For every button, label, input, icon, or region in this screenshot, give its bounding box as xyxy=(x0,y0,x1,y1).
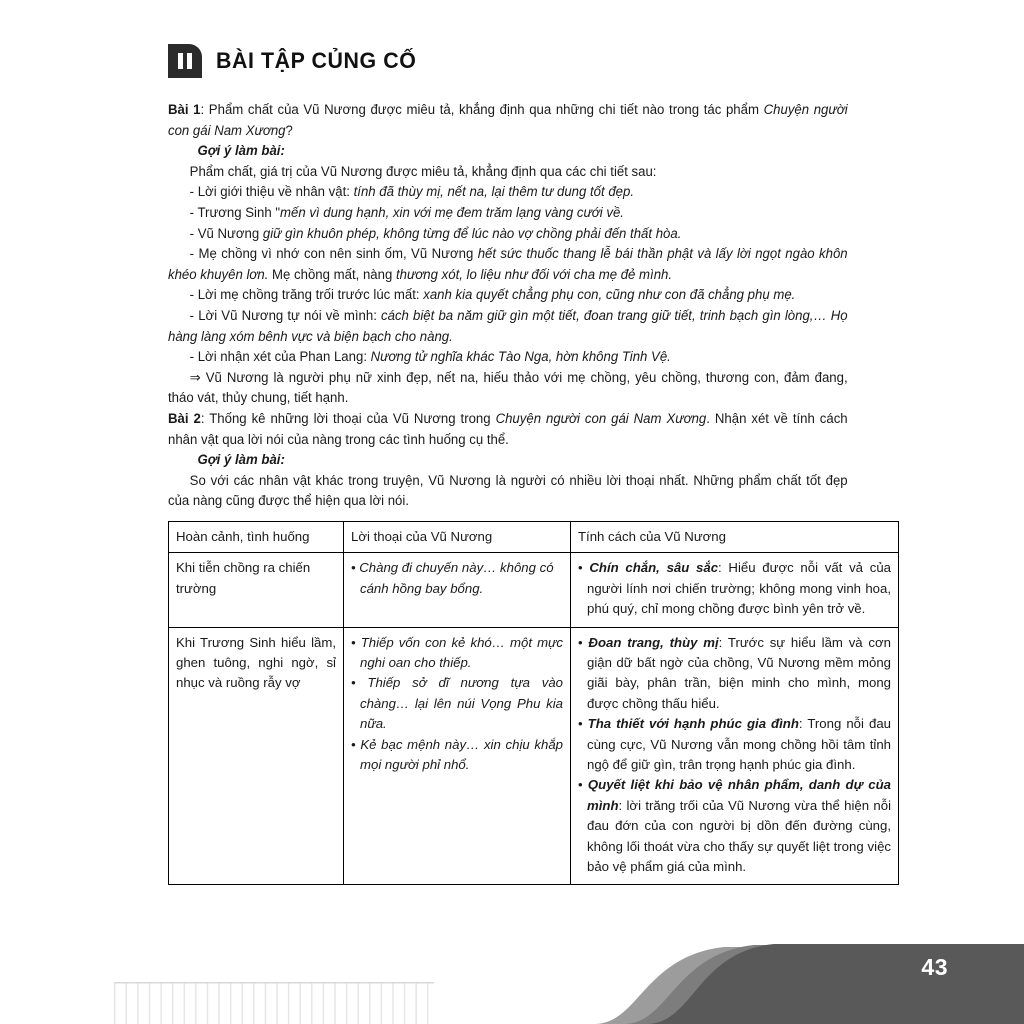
bai2-q-part1: : Thống kê những lời thoại của Vũ Nương trong xyxy=(200,410,496,426)
cell-traits xyxy=(571,553,899,627)
item-plain: - Lời mẹ chồng trăng trối trước lúc mất: xyxy=(189,287,424,303)
item-italic: hết sức thuốc thang lễ bái thần phật và lấy lời ngọt ngào khôn khéo khuyên lơn. xyxy=(168,246,848,282)
bai2-label: Bài 2 xyxy=(168,410,201,426)
trait-desc: : Trong nỗi đau cùng cực, Vũ Nương vẫn mong chồng hồi tâm tỉnh ngộ để giữ gìn, trân trọng hạnh phúc gia đình. xyxy=(587,716,891,772)
bai1-question xyxy=(168,100,848,141)
bai1-intro: Phẩm chất, giá trị của Vũ Nương được miêu tả, khẳng định qua các chi tiết sau: xyxy=(189,163,657,179)
cell-dialogue xyxy=(344,627,571,885)
dialogue-quote: • Thiếp vốn con kẻ khó… một mực nghi oan cho thiếp. xyxy=(351,633,563,674)
item-italic: xanh kia quyết chẳng phụ con, cũng như con đã chẳng phụ mẹ. xyxy=(423,287,796,303)
trait-item xyxy=(578,714,891,775)
bai1-hint-label xyxy=(168,141,848,162)
bai1-item-5 xyxy=(168,306,848,347)
bai1-item-6 xyxy=(168,347,848,368)
footer-swoosh-shape xyxy=(584,932,1024,1024)
trait-title: Quyết liệt khi bảo vệ nhân phẩm, danh dự của mình xyxy=(587,777,892,813)
pause-bars-icon xyxy=(168,44,202,78)
bai1-item-2 xyxy=(168,224,848,245)
bai1-item-4 xyxy=(168,285,848,306)
bai1-label: Bài 1 xyxy=(168,102,201,117)
cell-dialogue xyxy=(344,553,571,627)
page-title: BÀI TẬP CỦNG CỐ xyxy=(216,48,417,73)
bai2-question xyxy=(168,409,848,450)
dialogue-quote: • Thiếp sở dĩ nương tựa vào chàng… lại lên núi Vọng Phu kia nữa. xyxy=(351,673,563,734)
item-plain: - Lời Vũ Nương tự nói về mình: xyxy=(189,307,382,323)
page-content xyxy=(168,44,892,885)
page-number: 43 xyxy=(921,954,948,980)
trait-desc: : Trước sự hiểu lầm và cơn giận dữ bất ngờ của chồng, Vũ Nương mềm mỏng giãi bày, phân trần, biện minh cho mình, mong được chồng thấu hiểu. xyxy=(587,634,892,711)
item-plain: - Trương Sinh " xyxy=(189,204,281,220)
bai2-work-title: Chuyện người con gái Nam Xương xyxy=(495,410,707,426)
item-italic: giữ gìn khuôn phép, không từng để lúc nào vợ chồng phải đến thất hòa. xyxy=(262,225,682,241)
bai2-hint-label xyxy=(168,450,848,471)
item-plain-2: Mẹ chồng mất, nàng xyxy=(268,266,396,282)
bai1-item-0 xyxy=(168,182,848,203)
item-italic-2: thương xót, lo liệu như đối với cha mẹ đẻ mình. xyxy=(395,266,673,282)
bai1-conclusion: ⇒ Vũ Nương là người phụ nữ xinh đẹp, nết na, hiếu thảo với mẹ chồng, yêu chồng, thương con, đảm đang, tháo vát, thủy chung, tiết hạnh. xyxy=(168,369,848,406)
bai2-goi-y: Gợi ý làm bài: xyxy=(197,452,285,468)
trait-desc: : lời trăng trối của Vũ Nương vừa thể hiện nỗi đau đớn của con người bị dồn đến đường cùng, không lối thoát vừa cho thấy sự quyết liệt trong việc bảo vệ phẩm giá của mình. xyxy=(587,797,891,874)
item-italic: Nương tử nghĩa khác Tào Nga, hờn không Tinh Vệ. xyxy=(370,349,671,365)
trait-item xyxy=(578,775,891,877)
table-header-row xyxy=(169,521,899,552)
dialogue-table xyxy=(168,521,899,886)
bai1-goi-y: Gợi ý làm bài: xyxy=(197,143,285,159)
dialogue-quote: • Chàng đi chuyến này… không có cánh hồng bay bổng. xyxy=(351,558,563,599)
bai1-q-part1: : Phẩm chất của Vũ Nương được miêu tả, khẳng định qua những chi tiết nào trong tác phẩm xyxy=(200,102,764,117)
dialogue-table-wrapper xyxy=(168,521,892,886)
cell-situation: Khi tiễn chồng ra chiến trường xyxy=(169,553,344,627)
item-plain: - Vũ Nương xyxy=(189,225,263,241)
footer-stripes-decoration xyxy=(114,982,434,1024)
bai2-intro: So với các nhân vật khác trong truyện, Vũ Nương là người có nhiều lời thoại nhất. Những phẩm chất tốt đẹp của nàng cũng được thể hiện qua lời nói. xyxy=(168,472,848,509)
bai1-work-title: Chuyện người con gái Nam Xương xyxy=(168,102,848,138)
trait-item xyxy=(578,558,891,619)
dialogue-quote: • Kẻ bạc mệnh này… xin chịu khắp mọi người phỉ nhổ. xyxy=(351,735,563,776)
exercise-body xyxy=(168,100,848,512)
cell-traits xyxy=(571,627,899,885)
column-header-dialogue: Lời thoại của Vũ Nương xyxy=(344,521,571,552)
trait-title: Chín chắn, sâu sắc xyxy=(589,560,719,576)
item-italic: mến vì dung hạnh, xin với mẹ đem trăm lạng vàng cưới về. xyxy=(280,204,624,220)
item-plain: - Mẹ chồng vì nhớ con nên sinh ốm, Vũ Nương xyxy=(189,246,478,262)
bai1-item-1 xyxy=(168,203,848,224)
column-header-situation: Hoàn cảnh, tình huống xyxy=(169,521,344,552)
cell-situation: Khi Trương Sinh hiểu lầm, ghen tuông, nghi ngờ, sỉ nhục và ruồng rẫy vợ xyxy=(169,627,344,885)
trait-title: Đoan trang, thùy mị xyxy=(588,634,719,650)
item-italic: cách biệt ba năm giữ gìn một tiết, đoan trang giữ tiết, trinh bạch gìn lòng,… Họ hàng làng xóm bênh vực và biện bạch cho nàng. xyxy=(168,307,848,344)
trait-item xyxy=(578,633,891,715)
item-italic: tính đã thùy mị, nết na, lại thêm tư dung tốt đẹp. xyxy=(353,184,634,200)
item-plain: - Lời giới thiệu về nhân vật: xyxy=(189,184,354,200)
trait-title: Tha thiết với hạnh phúc gia đình xyxy=(587,716,799,732)
page-footer xyxy=(0,914,1024,1024)
section-header xyxy=(168,44,858,78)
trait-desc: : Hiểu được nỗi vất vả của người lính nơi chiến trường; không mong vinh hoa, phú quý, chỉ mong chồng được bình yên trở về. xyxy=(587,560,891,617)
column-header-traits: Tính cách của Vũ Nương xyxy=(571,521,899,552)
table-row xyxy=(169,553,899,627)
table-row xyxy=(169,627,899,885)
bai1-item-3 xyxy=(168,244,848,285)
bai2-q-part2: . Nhận xét về tính cách nhân vật qua lời nói của nàng trong các tình huống cụ thể. xyxy=(168,410,848,447)
bai1-q-part2: ? xyxy=(285,122,293,138)
item-plain: - Lời nhận xét của Phan Lang: xyxy=(189,349,371,365)
